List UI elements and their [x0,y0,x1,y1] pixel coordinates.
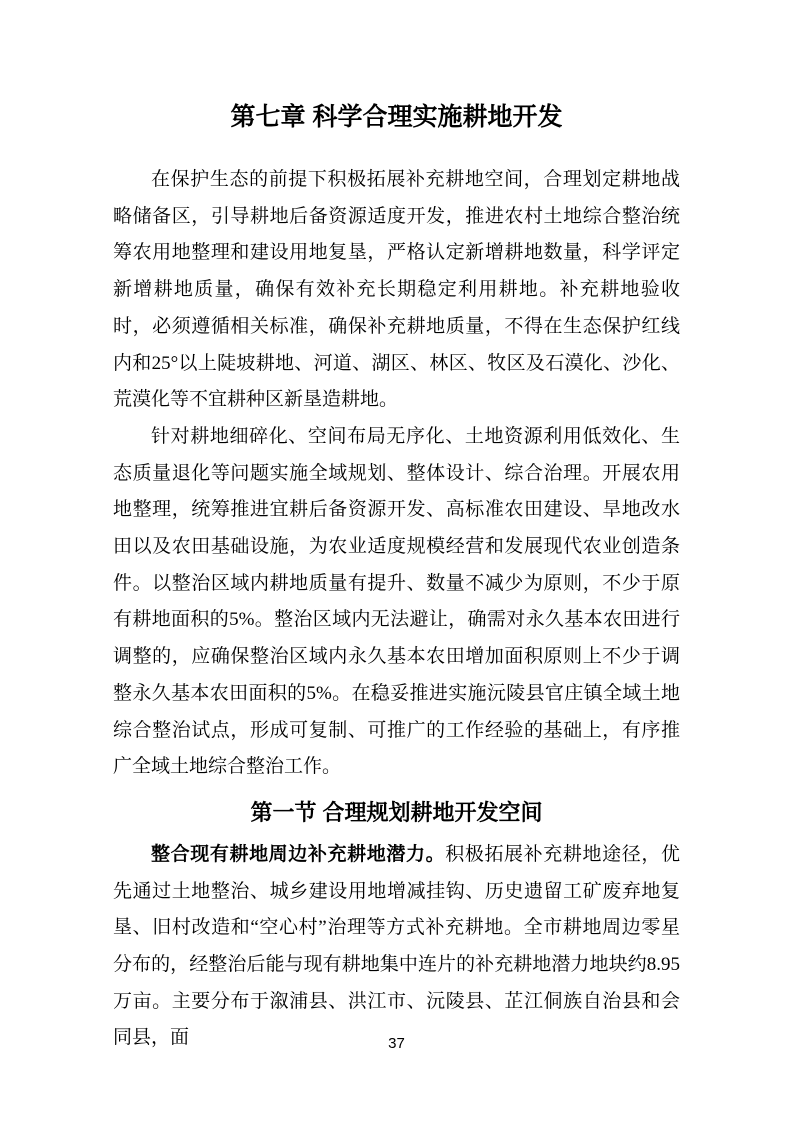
chapter-title: 第七章 科学合理实施耕地开发 [230,103,563,131]
section-title: 第一节 合理规划耕地开发空间 [250,799,543,825]
paragraph-rest: 积极拓展补充耕地途径，优先通过土地整治、城乡建设用地增减挂钩、历史遗留工矿废弃地复垦、旧村改造和“空心村”治理等方式补充耕地。全市耕地周边零星分布的，经整治后能与现有耕地集中连片的补充耕地潜力地块约8.95万亩。主要分布于溆浦县、洪江市、沅陵县、芷江侗族自治县和会同县，面 [113,843,680,1049]
body-paragraph-1: 在保护生态的前提下积极拓展补充耕地空间，合理划定耕地战略储备区，引导耕地后备资源适度开发，推进农村土地综合整治统筹农用地整理和建设用地复垦，严格认定新增耕地数量，科学评定新增耕地质量，确保有效补充长期稳定利用耕地。补充耕地验收时，必须遵循相关标准，确保补充耕地质量，不得在生态保护红线内和25°以上陡坡耕地、河道、湖区、林区、牧区及石漠化、沙化、荒漠化等不宜耕种区新垦造耕地。 [113,169,680,411]
page-content [113,0,680,1057]
paragraph-lead-bold: 整合现有耕地周边补充耕地潜力。 [151,843,446,865]
page-number: 37 [388,1035,405,1052]
body-paragraph-2: 针对耕地细碎化、空间布局无序化、土地资源利用低效化、生态质量退化等问题实施全域规划、整体设计、综合治理。开展农用地整理，统筹推进宜耕后备资源开发、高标准农田建设、旱地改水田以及农田基础设施，为农业适度规模经营和发展现代农业创造条件。以整治区域内耕地质量有提升、数量不减少为原则，不少于原有耕地面积的5%。整治区域内无法避让，确需对永久基本农田进行调整的，应确保整治区域内永久基本农田增加面积原则上不少于调整永久基本农田面积的5%。在稳妥推进实施沅陵县官庄镇全域土地综合整治试点，形成可复制、可推广的工作经验的基础上，有序推广全域土地综合整治工作。 [113,425,680,778]
body-paragraph-3 [113,837,680,1057]
